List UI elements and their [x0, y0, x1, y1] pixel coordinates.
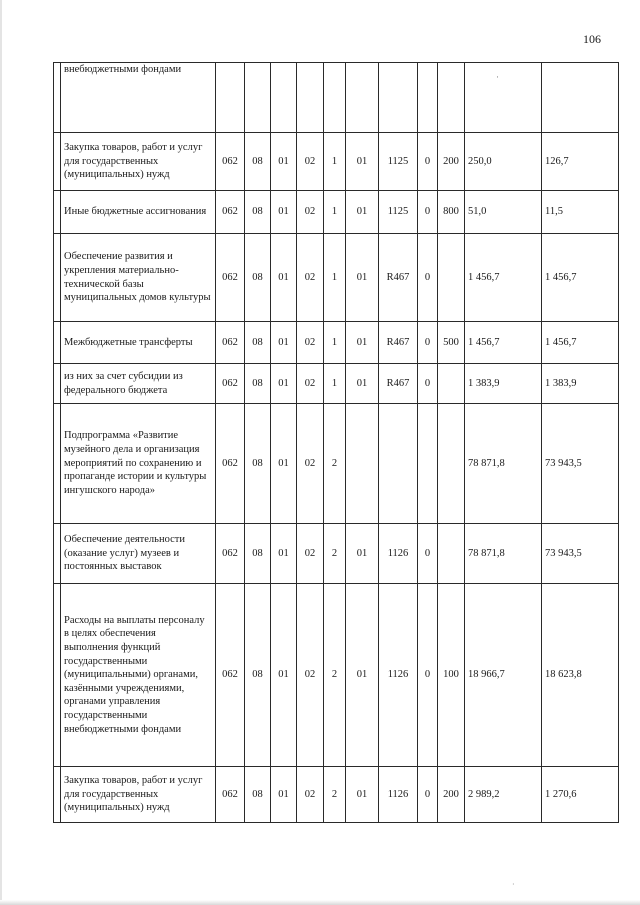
amount-planned-cell: 1 456,7 [465, 234, 542, 322]
code-cell-napr: 1126 [379, 767, 418, 823]
amount-planned-cell: 78 871,8 [465, 524, 542, 584]
code-cell-gp: 02 [297, 584, 324, 767]
code-cell-om: 01 [346, 364, 379, 404]
code-cell-om: 01 [346, 234, 379, 322]
row-name-cell: Закупка товаров, работ и услуг для государственных (муниципальных) нужд [61, 767, 216, 823]
row-margin-cell [54, 191, 61, 234]
row-margin-cell [54, 133, 61, 191]
code-cell-ved: 062 [216, 524, 245, 584]
code-cell-om: 01 [346, 767, 379, 823]
code-cell-rz: 08 [245, 133, 271, 191]
amount-actual-cell: 1 270,6 [542, 767, 619, 823]
code-cell-pr: 01 [271, 133, 297, 191]
amount-planned-cell: 250,0 [465, 133, 542, 191]
table-row [54, 133, 619, 191]
code-cell-pr: 01 [271, 234, 297, 322]
code-cell-napr: 1126 [379, 524, 418, 584]
code-cell-ved [216, 63, 245, 133]
code-cell-ind: 0 [418, 191, 438, 234]
code-cell-napr: R467 [379, 364, 418, 404]
scan-bottom-edge [0, 900, 640, 905]
code-cell-pr: 01 [271, 322, 297, 364]
code-cell-gp: 02 [297, 191, 324, 234]
amount-actual-cell: 11,5 [542, 191, 619, 234]
code-cell-ind [418, 63, 438, 133]
code-cell-ind: 0 [418, 322, 438, 364]
code-cell-ved: 062 [216, 767, 245, 823]
code-cell-napr [379, 63, 418, 133]
code-cell-gp: 02 [297, 234, 324, 322]
code-cell-rz: 08 [245, 322, 271, 364]
code-cell-ved: 062 [216, 322, 245, 364]
code-cell-ind: 0 [418, 524, 438, 584]
page-number: 106 [583, 32, 601, 46]
code-cell-ved: 062 [216, 404, 245, 524]
table-row [54, 404, 619, 524]
code-cell-vr: 100 [438, 584, 465, 767]
code-cell-gp: 02 [297, 322, 324, 364]
row-name-cell: внебюджетными фондами [61, 63, 216, 133]
code-cell-pp: 1 [324, 191, 346, 234]
code-cell-gp: 02 [297, 767, 324, 823]
table-body [54, 63, 619, 823]
code-cell-ved: 062 [216, 234, 245, 322]
code-cell-om: 01 [346, 133, 379, 191]
code-cell-pp: 1 [324, 322, 346, 364]
table-row [54, 63, 619, 133]
code-cell-vr [438, 404, 465, 524]
row-margin-cell [54, 322, 61, 364]
code-cell-pp: 1 [324, 133, 346, 191]
amount-planned-cell [465, 63, 542, 133]
code-cell-rz [245, 63, 271, 133]
code-cell-vr: 200 [438, 133, 465, 191]
code-cell-rz: 08 [245, 767, 271, 823]
code-cell-rz: 08 [245, 404, 271, 524]
amount-actual-cell: 1 456,7 [542, 234, 619, 322]
code-cell-gp: 02 [297, 524, 324, 584]
row-name-cell: Подпрограмма «Развитие музейного дела и организация мероприятий по сохранению и пропаганде истории и культуры ингушского народа» [61, 404, 216, 524]
amount-actual-cell [542, 63, 619, 133]
row-name-cell: Обеспечение деятельности (оказание услуг) музеев и постоянных выставок [61, 524, 216, 584]
code-cell-om: 01 [346, 191, 379, 234]
row-margin-cell [54, 364, 61, 404]
row-name-cell: Закупка товаров, работ и услуг для государственных (муниципальных) нужд [61, 133, 216, 191]
code-cell-vr: 500 [438, 322, 465, 364]
code-cell-ind: 0 [418, 767, 438, 823]
code-cell-pp: 1 [324, 364, 346, 404]
code-cell-rz: 08 [245, 524, 271, 584]
row-name-cell: Обеспечение развития и укрепления материально-технической базы муниципальных домов культуры [61, 234, 216, 322]
row-name-cell: Расходы на выплаты персоналу в целях обеспечения выполнения функций государственными (муниципальными) органами, казёнными учреждениями, органами управления государственными внебюджетными фондами [61, 584, 216, 767]
amount-planned-cell: 18 966,7 [465, 584, 542, 767]
table-row [54, 584, 619, 767]
row-margin-cell [54, 63, 61, 133]
table-row [54, 524, 619, 584]
code-cell-pp: 2 [324, 767, 346, 823]
amount-actual-cell: 73 943,5 [542, 404, 619, 524]
scan-speck: · [512, 880, 515, 889]
scan-edge [0, 0, 2, 905]
code-cell-pr: 01 [271, 191, 297, 234]
amount-actual-cell: 73 943,5 [542, 524, 619, 584]
code-cell-napr: R467 [379, 234, 418, 322]
code-cell-napr: R467 [379, 322, 418, 364]
code-cell-pr: 01 [271, 767, 297, 823]
scan-speck: · [496, 72, 499, 82]
code-cell-pr: 01 [271, 364, 297, 404]
table-row [54, 767, 619, 823]
code-cell-pr: 01 [271, 404, 297, 524]
code-cell-gp: 02 [297, 133, 324, 191]
code-cell-pr [271, 63, 297, 133]
code-cell-om [346, 63, 379, 133]
table-row [54, 191, 619, 234]
code-cell-napr [379, 404, 418, 524]
row-name-cell: Иные бюджетные ассигнования [61, 191, 216, 234]
code-cell-rz: 08 [245, 364, 271, 404]
code-cell-ind: 0 [418, 364, 438, 404]
code-cell-vr [438, 524, 465, 584]
row-margin-cell [54, 767, 61, 823]
code-cell-ind: 0 [418, 234, 438, 322]
amount-planned-cell: 1 456,7 [465, 322, 542, 364]
code-cell-ind: 0 [418, 133, 438, 191]
budget-table [53, 62, 619, 823]
code-cell-pp: 2 [324, 404, 346, 524]
code-cell-rz: 08 [245, 234, 271, 322]
row-margin-cell [54, 524, 61, 584]
code-cell-napr: 1125 [379, 133, 418, 191]
amount-planned-cell: 1 383,9 [465, 364, 542, 404]
code-cell-pp: 2 [324, 584, 346, 767]
code-cell-ved: 062 [216, 191, 245, 234]
row-name-cell: Межбюджетные трансферты [61, 322, 216, 364]
code-cell-vr: 200 [438, 767, 465, 823]
row-name-cell: из них за счет субсидии из федерального бюджета [61, 364, 216, 404]
code-cell-ved: 062 [216, 364, 245, 404]
code-cell-napr: 1126 [379, 584, 418, 767]
amount-planned-cell: 78 871,8 [465, 404, 542, 524]
code-cell-napr: 1125 [379, 191, 418, 234]
amount-planned-cell: 2 989,2 [465, 767, 542, 823]
code-cell-gp: 02 [297, 404, 324, 524]
code-cell-pp [324, 63, 346, 133]
code-cell-vr [438, 63, 465, 133]
code-cell-gp [297, 63, 324, 133]
code-cell-vr [438, 364, 465, 404]
table-row [54, 322, 619, 364]
code-cell-pp: 2 [324, 524, 346, 584]
amount-planned-cell: 51,0 [465, 191, 542, 234]
amount-actual-cell: 1 456,7 [542, 322, 619, 364]
code-cell-pr: 01 [271, 524, 297, 584]
code-cell-rz: 08 [245, 584, 271, 767]
code-cell-gp: 02 [297, 364, 324, 404]
code-cell-pp: 1 [324, 234, 346, 322]
row-margin-cell [54, 234, 61, 322]
code-cell-vr: 800 [438, 191, 465, 234]
code-cell-om [346, 404, 379, 524]
amount-actual-cell: 18 623,8 [542, 584, 619, 767]
code-cell-ind [418, 404, 438, 524]
code-cell-om: 01 [346, 322, 379, 364]
code-cell-om: 01 [346, 524, 379, 584]
code-cell-om: 01 [346, 584, 379, 767]
row-margin-cell [54, 404, 61, 524]
amount-actual-cell: 1 383,9 [542, 364, 619, 404]
amount-actual-cell: 126,7 [542, 133, 619, 191]
table-row [54, 234, 619, 322]
code-cell-rz: 08 [245, 191, 271, 234]
code-cell-ved: 062 [216, 584, 245, 767]
code-cell-vr [438, 234, 465, 322]
code-cell-pr: 01 [271, 584, 297, 767]
code-cell-ind: 0 [418, 584, 438, 767]
table-row [54, 364, 619, 404]
code-cell-ved: 062 [216, 133, 245, 191]
row-margin-cell [54, 584, 61, 767]
